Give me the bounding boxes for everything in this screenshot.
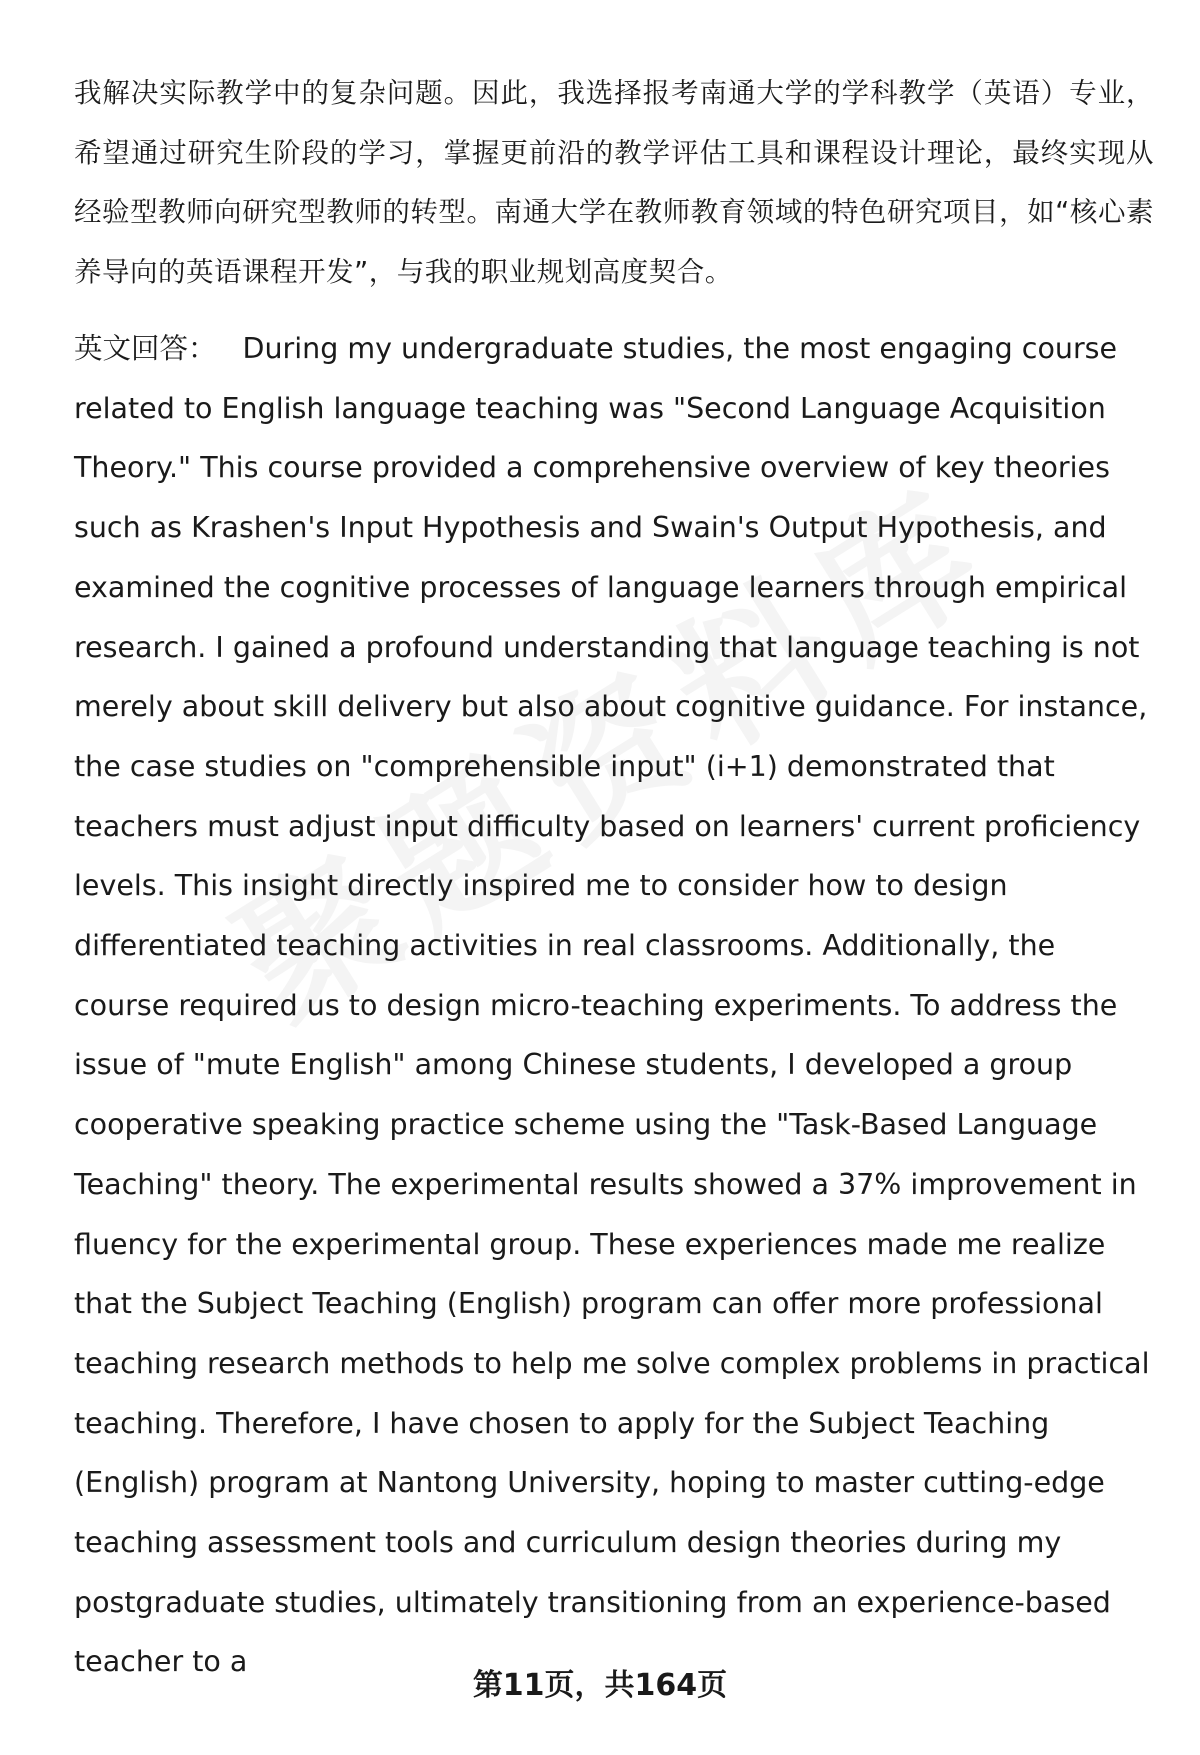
english-answer-paragraph <box>74 319 1154 1692</box>
document-body <box>74 64 1154 1692</box>
english-answer-label: 英文回答： <box>74 332 217 365</box>
chinese-answer-paragraph: 我解决实际教学中的复杂问题。因此，我选择报考南通大学的学科教学（英语）专业，希望通过研究生阶段的学习，掌握更前沿的教学评估工具和课程设计理论，最终实现从经验型教师向研究型教师的转型。南通大学在教师教育领域的特色研究项目，如“核心素养导向的英语课程开发”，与我的职业规划高度契合。 <box>74 77 1154 288</box>
english-answer-text: During my undergraduate studies, the most engaging course related to English language teaching was "Second Language Acquisition Theory." This course provided a comprehensive overview of key theories such as Krashen's Input Hypothesis and Swain's Output Hypothesis, and examined the cognitive processes of language learners through empirical research. I gained a profound understanding that language teaching is not merely about skill delivery but also about cognitive guidance. For instance, the case studies on "comprehensible input" (i+1) demonstrated that teachers must adjust input difficulty based on learners' current proficiency levels. This insight directly inspired me to consider how to design differentiated teaching activities in real classrooms. Additionally, the course required us to design micro-teaching experiments. To address the issue of "mute English" among Chinese students, I developed a group cooperative speaking practice scheme using the "Task-Based Language Teaching" theory. The experimental results showed a 37% improvement in fluency for the experimental group. These experiences made me realize that the Subject Teaching (English) program can offer more professional teaching research methods to help me solve complex problems in practical teaching. Therefore, I have chosen to apply for the Subject Teaching (English) program at Nantong University, hoping to master cutting-edge teaching assessment tools and curriculum design theories during my postgraduate studies, ultimately transitioning from an experience-based teacher to a <box>74 332 1150 1679</box>
page-number: 第11页，共164页 <box>472 1668 728 1703</box>
